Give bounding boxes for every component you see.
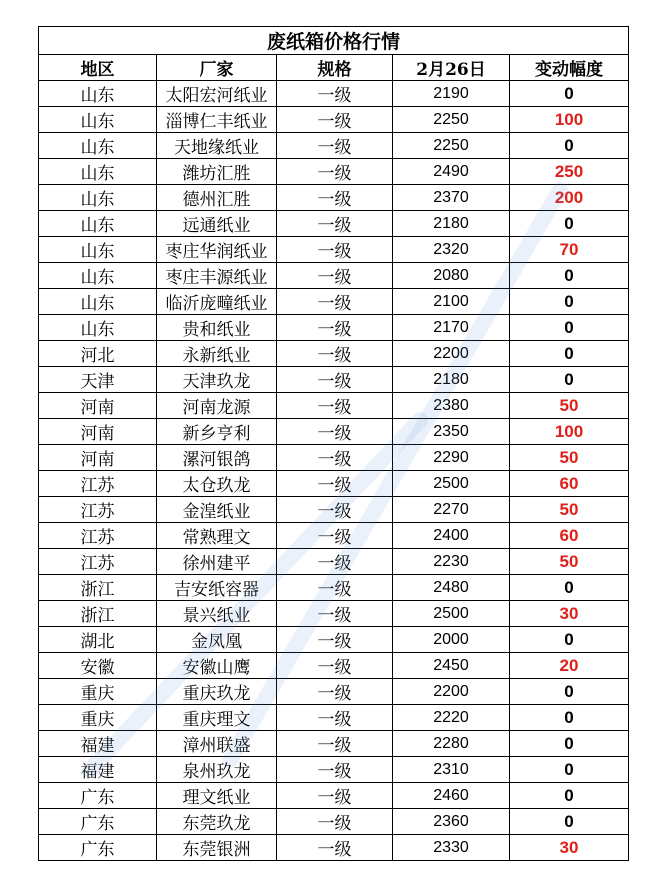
cell-region: 广东 — [39, 783, 157, 809]
cell-price: 2320 — [393, 237, 510, 263]
cell-mill: 金凤凰 — [157, 627, 277, 653]
header-grade: 规格 — [277, 55, 393, 81]
table-row — [39, 263, 629, 289]
cell-region: 山东 — [39, 289, 157, 315]
cell-mill: 漳州联盛 — [157, 731, 277, 757]
cell-price: 2200 — [393, 341, 510, 367]
cell-grade: 一级 — [277, 81, 393, 107]
header-date: 2月26日 — [393, 55, 510, 81]
cell-grade: 一级 — [277, 679, 393, 705]
price-table — [38, 26, 629, 861]
table-row — [39, 549, 629, 575]
cell-region: 山东 — [39, 237, 157, 263]
table-row — [39, 393, 629, 419]
cell-mill: 天津玖龙 — [157, 367, 277, 393]
cell-grade: 一级 — [277, 263, 393, 289]
cell-mill: 临沂庞疃纸业 — [157, 289, 277, 315]
cell-change: 0 — [510, 133, 629, 159]
cell-price: 2230 — [393, 549, 510, 575]
table-row — [39, 497, 629, 523]
cell-price: 2220 — [393, 705, 510, 731]
cell-price: 2310 — [393, 757, 510, 783]
cell-region: 河南 — [39, 419, 157, 445]
table-row — [39, 419, 629, 445]
cell-region: 江苏 — [39, 523, 157, 549]
cell-mill: 枣庄丰源纸业 — [157, 263, 277, 289]
table-row — [39, 809, 629, 835]
cell-change: 0 — [510, 81, 629, 107]
cell-price: 2460 — [393, 783, 510, 809]
table-row — [39, 757, 629, 783]
cell-region: 山东 — [39, 185, 157, 211]
cell-price: 2370 — [393, 185, 510, 211]
cell-price: 2480 — [393, 575, 510, 601]
cell-price: 2500 — [393, 471, 510, 497]
cell-price: 2250 — [393, 107, 510, 133]
cell-region: 山东 — [39, 315, 157, 341]
cell-grade: 一级 — [277, 783, 393, 809]
cell-grade: 一级 — [277, 393, 393, 419]
cell-change: 100 — [510, 419, 629, 445]
cell-mill: 太仓玖龙 — [157, 471, 277, 497]
cell-mill: 漯河银鸽 — [157, 445, 277, 471]
cell-grade: 一级 — [277, 809, 393, 835]
cell-change: 50 — [510, 445, 629, 471]
table-row — [39, 367, 629, 393]
cell-grade: 一级 — [277, 601, 393, 627]
cell-price: 2000 — [393, 627, 510, 653]
cell-grade: 一级 — [277, 627, 393, 653]
cell-change: 0 — [510, 367, 629, 393]
table-title: 废纸箱价格行情 — [39, 27, 629, 55]
cell-change: 20 — [510, 653, 629, 679]
table-row — [39, 211, 629, 237]
cell-price: 2380 — [393, 393, 510, 419]
cell-grade: 一级 — [277, 471, 393, 497]
table-row — [39, 783, 629, 809]
cell-mill: 金湟纸业 — [157, 497, 277, 523]
cell-region: 浙江 — [39, 575, 157, 601]
cell-grade: 一级 — [277, 705, 393, 731]
cell-region: 重庆 — [39, 705, 157, 731]
cell-price: 2200 — [393, 679, 510, 705]
cell-region: 山东 — [39, 133, 157, 159]
header-change: 变动幅度 — [510, 55, 629, 81]
cell-price: 2100 — [393, 289, 510, 315]
cell-grade: 一级 — [277, 211, 393, 237]
cell-mill: 德州汇胜 — [157, 185, 277, 211]
cell-mill: 枣庄华润纸业 — [157, 237, 277, 263]
header-mill: 厂家 — [157, 55, 277, 81]
cell-region: 福建 — [39, 757, 157, 783]
table-row — [39, 159, 629, 185]
cell-price: 2500 — [393, 601, 510, 627]
cell-region: 江苏 — [39, 549, 157, 575]
cell-change: 30 — [510, 835, 629, 861]
cell-mill: 常熟理文 — [157, 523, 277, 549]
table-row — [39, 107, 629, 133]
cell-region: 湖北 — [39, 627, 157, 653]
table-row — [39, 289, 629, 315]
cell-region: 江苏 — [39, 497, 157, 523]
cell-change: 0 — [510, 289, 629, 315]
cell-price: 2330 — [393, 835, 510, 861]
cell-grade: 一级 — [277, 419, 393, 445]
cell-mill: 泉州玖龙 — [157, 757, 277, 783]
table-row — [39, 341, 629, 367]
cell-price: 2270 — [393, 497, 510, 523]
cell-change: 0 — [510, 731, 629, 757]
cell-region: 山东 — [39, 81, 157, 107]
cell-mill: 贵和纸业 — [157, 315, 277, 341]
cell-mill: 永新纸业 — [157, 341, 277, 367]
cell-grade: 一级 — [277, 107, 393, 133]
table-row — [39, 653, 629, 679]
cell-price: 2400 — [393, 523, 510, 549]
cell-change: 60 — [510, 523, 629, 549]
cell-change: 0 — [510, 783, 629, 809]
cell-mill: 河南龙源 — [157, 393, 277, 419]
cell-region: 天津 — [39, 367, 157, 393]
cell-price: 2190 — [393, 81, 510, 107]
cell-mill: 吉安纸容器 — [157, 575, 277, 601]
cell-change: 0 — [510, 809, 629, 835]
cell-grade: 一级 — [277, 835, 393, 861]
cell-region: 河南 — [39, 445, 157, 471]
cell-region: 河北 — [39, 341, 157, 367]
cell-grade: 一级 — [277, 289, 393, 315]
cell-grade: 一级 — [277, 237, 393, 263]
cell-price: 2280 — [393, 731, 510, 757]
table-row — [39, 315, 629, 341]
cell-region: 广东 — [39, 835, 157, 861]
table-body — [39, 81, 629, 861]
cell-change: 0 — [510, 627, 629, 653]
cell-change: 0 — [510, 341, 629, 367]
cell-mill: 远通纸业 — [157, 211, 277, 237]
cell-change: 0 — [510, 315, 629, 341]
cell-price: 2360 — [393, 809, 510, 835]
cell-change: 0 — [510, 705, 629, 731]
cell-grade: 一级 — [277, 159, 393, 185]
cell-change: 0 — [510, 263, 629, 289]
cell-change: 0 — [510, 757, 629, 783]
cell-price: 2250 — [393, 133, 510, 159]
cell-region: 重庆 — [39, 679, 157, 705]
cell-grade: 一级 — [277, 497, 393, 523]
cell-change: 250 — [510, 159, 629, 185]
cell-grade: 一级 — [277, 341, 393, 367]
cell-change: 50 — [510, 549, 629, 575]
cell-grade: 一级 — [277, 133, 393, 159]
cell-grade: 一级 — [277, 315, 393, 341]
cell-mill: 潍坊汇胜 — [157, 159, 277, 185]
cell-change: 0 — [510, 679, 629, 705]
cell-mill: 徐州建平 — [157, 549, 277, 575]
table-row — [39, 523, 629, 549]
cell-mill: 天地缘纸业 — [157, 133, 277, 159]
cell-region: 江苏 — [39, 471, 157, 497]
cell-change: 0 — [510, 575, 629, 601]
cell-grade: 一级 — [277, 185, 393, 211]
cell-change: 70 — [510, 237, 629, 263]
table-row — [39, 445, 629, 471]
cell-price: 2180 — [393, 211, 510, 237]
table-row — [39, 627, 629, 653]
cell-mill: 安徽山鹰 — [157, 653, 277, 679]
cell-change: 100 — [510, 107, 629, 133]
cell-mill: 景兴纸业 — [157, 601, 277, 627]
cell-mill: 东莞玖龙 — [157, 809, 277, 835]
table-row — [39, 705, 629, 731]
cell-change: 50 — [510, 497, 629, 523]
cell-region: 广东 — [39, 809, 157, 835]
cell-region: 山东 — [39, 159, 157, 185]
cell-grade: 一级 — [277, 575, 393, 601]
cell-mill: 重庆理文 — [157, 705, 277, 731]
table-row — [39, 81, 629, 107]
cell-grade: 一级 — [277, 731, 393, 757]
cell-region: 福建 — [39, 731, 157, 757]
table-row — [39, 237, 629, 263]
table-row — [39, 601, 629, 627]
cell-change: 30 — [510, 601, 629, 627]
cell-grade: 一级 — [277, 653, 393, 679]
cell-region: 浙江 — [39, 601, 157, 627]
cell-price: 2080 — [393, 263, 510, 289]
table-row — [39, 835, 629, 861]
table-row — [39, 185, 629, 211]
cell-region: 山东 — [39, 211, 157, 237]
cell-price: 2170 — [393, 315, 510, 341]
table-row — [39, 471, 629, 497]
cell-price: 2290 — [393, 445, 510, 471]
table-row — [39, 731, 629, 757]
cell-price: 2350 — [393, 419, 510, 445]
cell-region: 安徽 — [39, 653, 157, 679]
cell-mill: 理文纸业 — [157, 783, 277, 809]
cell-grade: 一级 — [277, 367, 393, 393]
cell-grade: 一级 — [277, 757, 393, 783]
cell-region: 山东 — [39, 107, 157, 133]
cell-grade: 一级 — [277, 549, 393, 575]
cell-grade: 一级 — [277, 523, 393, 549]
cell-change: 60 — [510, 471, 629, 497]
cell-grade: 一级 — [277, 445, 393, 471]
table-row — [39, 133, 629, 159]
cell-price: 2490 — [393, 159, 510, 185]
header-row — [39, 55, 629, 81]
table-row — [39, 575, 629, 601]
cell-change: 50 — [510, 393, 629, 419]
cell-price: 2180 — [393, 367, 510, 393]
cell-region: 山东 — [39, 263, 157, 289]
cell-mill: 新乡亨利 — [157, 419, 277, 445]
cell-mill: 东莞银洲 — [157, 835, 277, 861]
cell-mill: 淄博仁丰纸业 — [157, 107, 277, 133]
table-row — [39, 679, 629, 705]
header-region: 地区 — [39, 55, 157, 81]
cell-mill: 重庆玖龙 — [157, 679, 277, 705]
cell-change: 200 — [510, 185, 629, 211]
cell-region: 河南 — [39, 393, 157, 419]
cell-price: 2450 — [393, 653, 510, 679]
cell-change: 0 — [510, 211, 629, 237]
title-row — [39, 27, 629, 55]
cell-mill: 太阳宏河纸业 — [157, 81, 277, 107]
